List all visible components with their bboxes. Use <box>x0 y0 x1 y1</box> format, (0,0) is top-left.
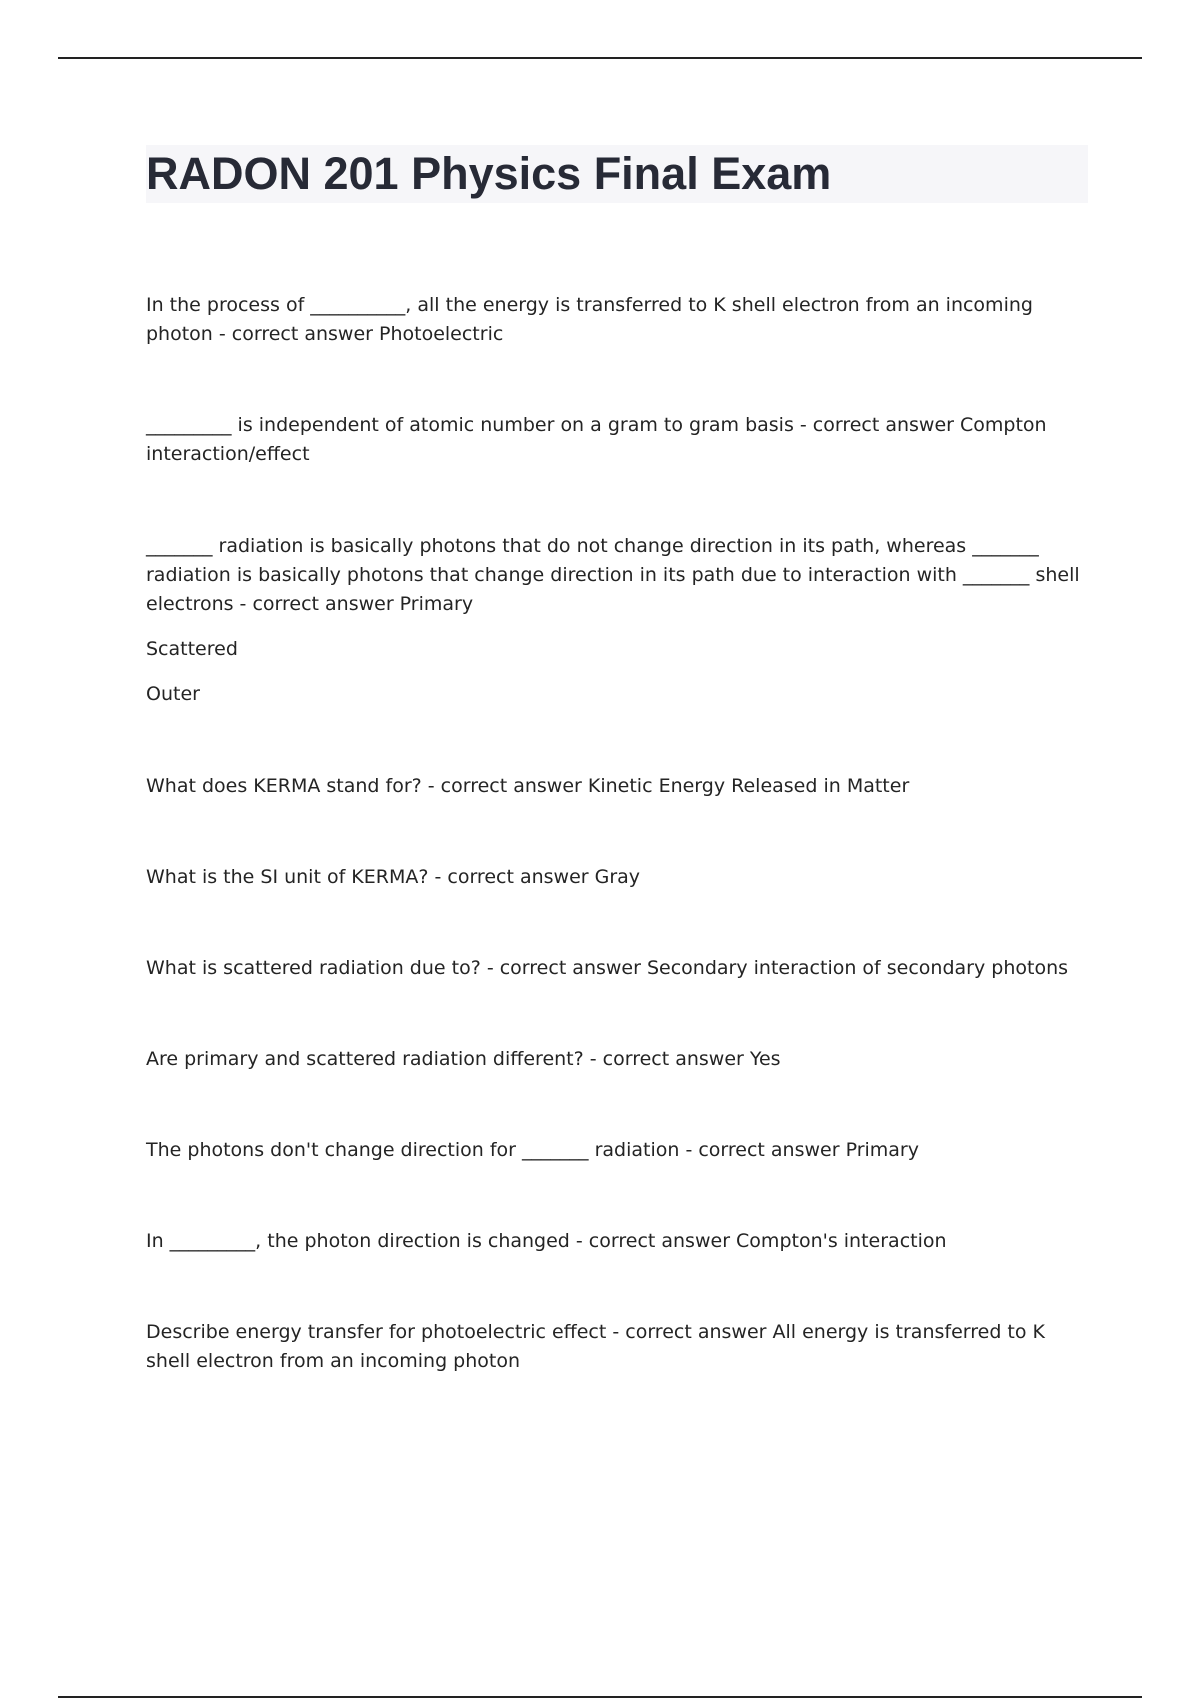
flashcard-text: _________ is independent of atomic number on a gram to gram basis - correct answer Compton interaction/effect <box>146 414 1047 465</box>
flashcard-text: Describe energy transfer for photoelectric effect - correct answer All energy is transferred to K shell electron from an incoming photon <box>146 1321 1046 1372</box>
flashcard-text: _______ radiation is basically photons that do not change direction in its path, whereas _______ radiation is basically photons that change direction in its path due to interaction with _______ shell electrons - correct answer Primary <box>146 535 1080 615</box>
flashcard-text: Are primary and scattered radiation different? - correct answer Yes <box>146 1048 781 1070</box>
flashcard-text: The photons don't change direction for _______ radiation - correct answer Primary <box>146 1139 919 1161</box>
flashcard-text: In the process of __________, all the energy is transferred to K shell electron from an incoming photon - correct answer Photoelectric <box>146 294 1033 345</box>
flashcard-1 <box>146 291 1088 349</box>
flashcard-text: What does KERMA stand for? - correct answer Kinetic Energy Released in Matter <box>146 775 910 797</box>
page-title: RADON 201 Physics Final Exam <box>146 148 832 199</box>
bottom-divider <box>58 1696 1142 1698</box>
flashcard-7 <box>146 1045 1088 1074</box>
flashcard-text: What is scattered radiation due to? - correct answer Secondary interaction of secondary photons <box>146 957 1069 979</box>
flashcard-9 <box>146 1227 1088 1256</box>
flashcard-text: In _________, the photon direction is changed - correct answer Compton's interaction <box>146 1230 947 1252</box>
flashcard-10 <box>146 1318 1088 1376</box>
flashcard-text: What is the SI unit of KERMA? - correct answer Gray <box>146 866 641 888</box>
flashcard-5 <box>146 863 1088 892</box>
top-divider <box>58 57 1142 59</box>
flashcard-extra-answer: Scattered <box>146 638 238 660</box>
flashcard-4 <box>146 772 1088 801</box>
title-banner <box>146 145 1088 203</box>
flashcard-8 <box>146 1136 1088 1165</box>
flashcard-2 <box>146 411 1088 469</box>
flashcard-extra-answer: Outer <box>146 683 200 705</box>
flashcard-3 <box>146 532 1088 709</box>
flashcard-6 <box>146 954 1088 983</box>
